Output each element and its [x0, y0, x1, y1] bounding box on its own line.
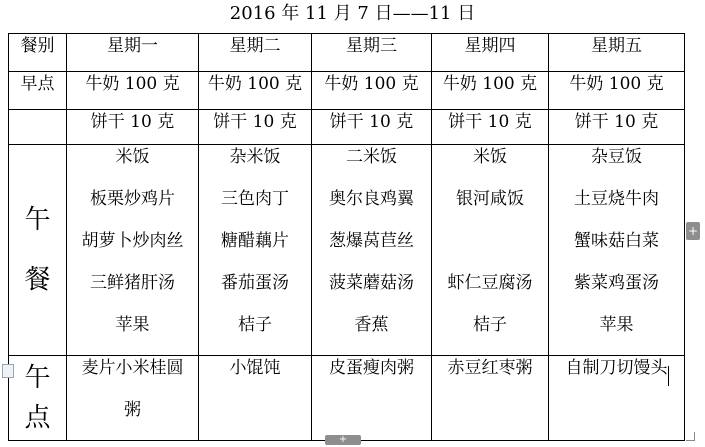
lunch-cell-wed — [312, 145, 432, 356]
lunch-item: 三鲜猪肝汤 — [90, 273, 175, 293]
breakfast-cell: 牛奶 100 克 — [312, 72, 432, 110]
lunch-item: 桔子 — [473, 315, 507, 335]
breakfast-label: 早点 — [9, 72, 67, 110]
lunch-item — [432, 229, 548, 271]
lunch-cell-thu — [432, 145, 549, 356]
header-day-mon: 星期一 — [67, 34, 199, 72]
breakfast-cell: 牛奶 100 克 — [432, 72, 549, 110]
lunch-item: 米饭 — [473, 147, 507, 167]
lunch-item: 胡萝卜炒肉丝 — [81, 231, 184, 251]
lunch-item: 番茄蛋汤 — [221, 273, 289, 293]
table-resize-handle[interactable] — [686, 432, 695, 441]
snack-label-bottom: 点 — [24, 403, 51, 433]
empty-label-cell — [9, 110, 67, 145]
snack-item: 自制刀切馒头 — [565, 358, 668, 378]
snack-label-top: 午 — [24, 363, 51, 393]
page-title: 2016 年 11 月 7 日——11 日 — [229, 3, 476, 24]
header-day-wed: 星期三 — [312, 34, 432, 72]
page-icon — [2, 364, 14, 378]
lunch-row — [9, 145, 685, 356]
lunch-item: 米饭 — [115, 147, 150, 167]
lunch-item: 虾仁豆腐汤 — [447, 273, 533, 293]
snack-cell-mon — [67, 356, 199, 441]
lunch-label-bottom: 餐 — [24, 265, 51, 295]
breakfast-row-biscuit — [9, 110, 685, 145]
snack-row — [9, 356, 685, 441]
lunch-item: 土豆烧牛肉 — [574, 189, 659, 209]
snack-cell-fri — [549, 356, 685, 441]
lunch-item: 苹果 — [115, 315, 150, 335]
snack-cell-tue — [199, 356, 312, 441]
snack-item: 小馄饨 — [229, 358, 281, 378]
snack-item — [199, 398, 311, 440]
snack-item — [549, 398, 684, 440]
lunch-item: 板栗炒鸡片 — [90, 189, 175, 209]
breakfast-cell: 饼干 10 克 — [432, 110, 549, 145]
menu-table — [8, 33, 685, 441]
breakfast-cell: 牛奶 100 克 — [549, 72, 685, 110]
lunch-item: 杂米饭 — [229, 147, 281, 167]
header-row — [9, 34, 685, 72]
snack-item: 赤豆红枣粥 — [447, 358, 533, 378]
lunch-item: 蟹味菇白菜 — [574, 231, 659, 251]
lunch-item: 二米饭 — [346, 147, 397, 167]
lunch-label — [9, 145, 67, 356]
snack-item: 皮蛋瘦肉粥 — [329, 358, 414, 378]
header-day-fri: 星期五 — [549, 34, 685, 72]
lunch-cell-mon — [67, 145, 199, 356]
lunch-item: 香蕉 — [354, 315, 389, 335]
lunch-item: 紫菜鸡蛋汤 — [574, 273, 659, 293]
lunch-item: 奥尔良鸡翼 — [329, 189, 414, 209]
breakfast-cell: 牛奶 100 克 — [67, 72, 199, 110]
add-row-handle-icon[interactable]: + — [325, 435, 361, 445]
lunch-label-top: 午 — [24, 205, 51, 235]
lunch-item: 菠菜蘑菇汤 — [329, 273, 414, 293]
lunch-cell-tue — [199, 145, 312, 356]
add-column-handle-icon[interactable]: + — [687, 224, 699, 238]
breakfast-cell: 饼干 10 克 — [67, 110, 199, 145]
breakfast-row-milk — [9, 72, 685, 110]
breakfast-cell: 牛奶 100 克 — [199, 72, 312, 110]
snack-item — [432, 398, 548, 440]
breakfast-cell: 饼干 10 克 — [312, 110, 432, 145]
lunch-cell-fri — [549, 145, 685, 356]
header-day-thu: 星期四 — [432, 34, 549, 72]
snack-item: 麦片小米桂圆 — [81, 358, 184, 378]
snack-item — [312, 398, 431, 440]
lunch-item: 杂豆饭 — [591, 147, 642, 167]
header-day-tue: 星期二 — [199, 34, 312, 72]
snack-label — [9, 356, 67, 441]
lunch-item: 三色肉丁 — [221, 189, 289, 209]
snack-cell-wed — [312, 356, 432, 441]
lunch-item: 银河咸饭 — [456, 189, 524, 209]
lunch-item: 葱爆莴苣丝 — [329, 231, 414, 251]
breakfast-cell: 饼干 10 克 — [199, 110, 312, 145]
lunch-item: 苹果 — [599, 315, 634, 335]
lunch-item: 糖醋藕片 — [221, 231, 289, 251]
header-label-cell: 餐别 — [9, 34, 67, 72]
breakfast-cell: 饼干 10 克 — [549, 110, 685, 145]
text-cursor — [668, 366, 669, 386]
snack-item: 粥 — [124, 400, 141, 420]
lunch-item: 桔子 — [238, 315, 272, 335]
snack-cell-thu — [432, 356, 549, 441]
